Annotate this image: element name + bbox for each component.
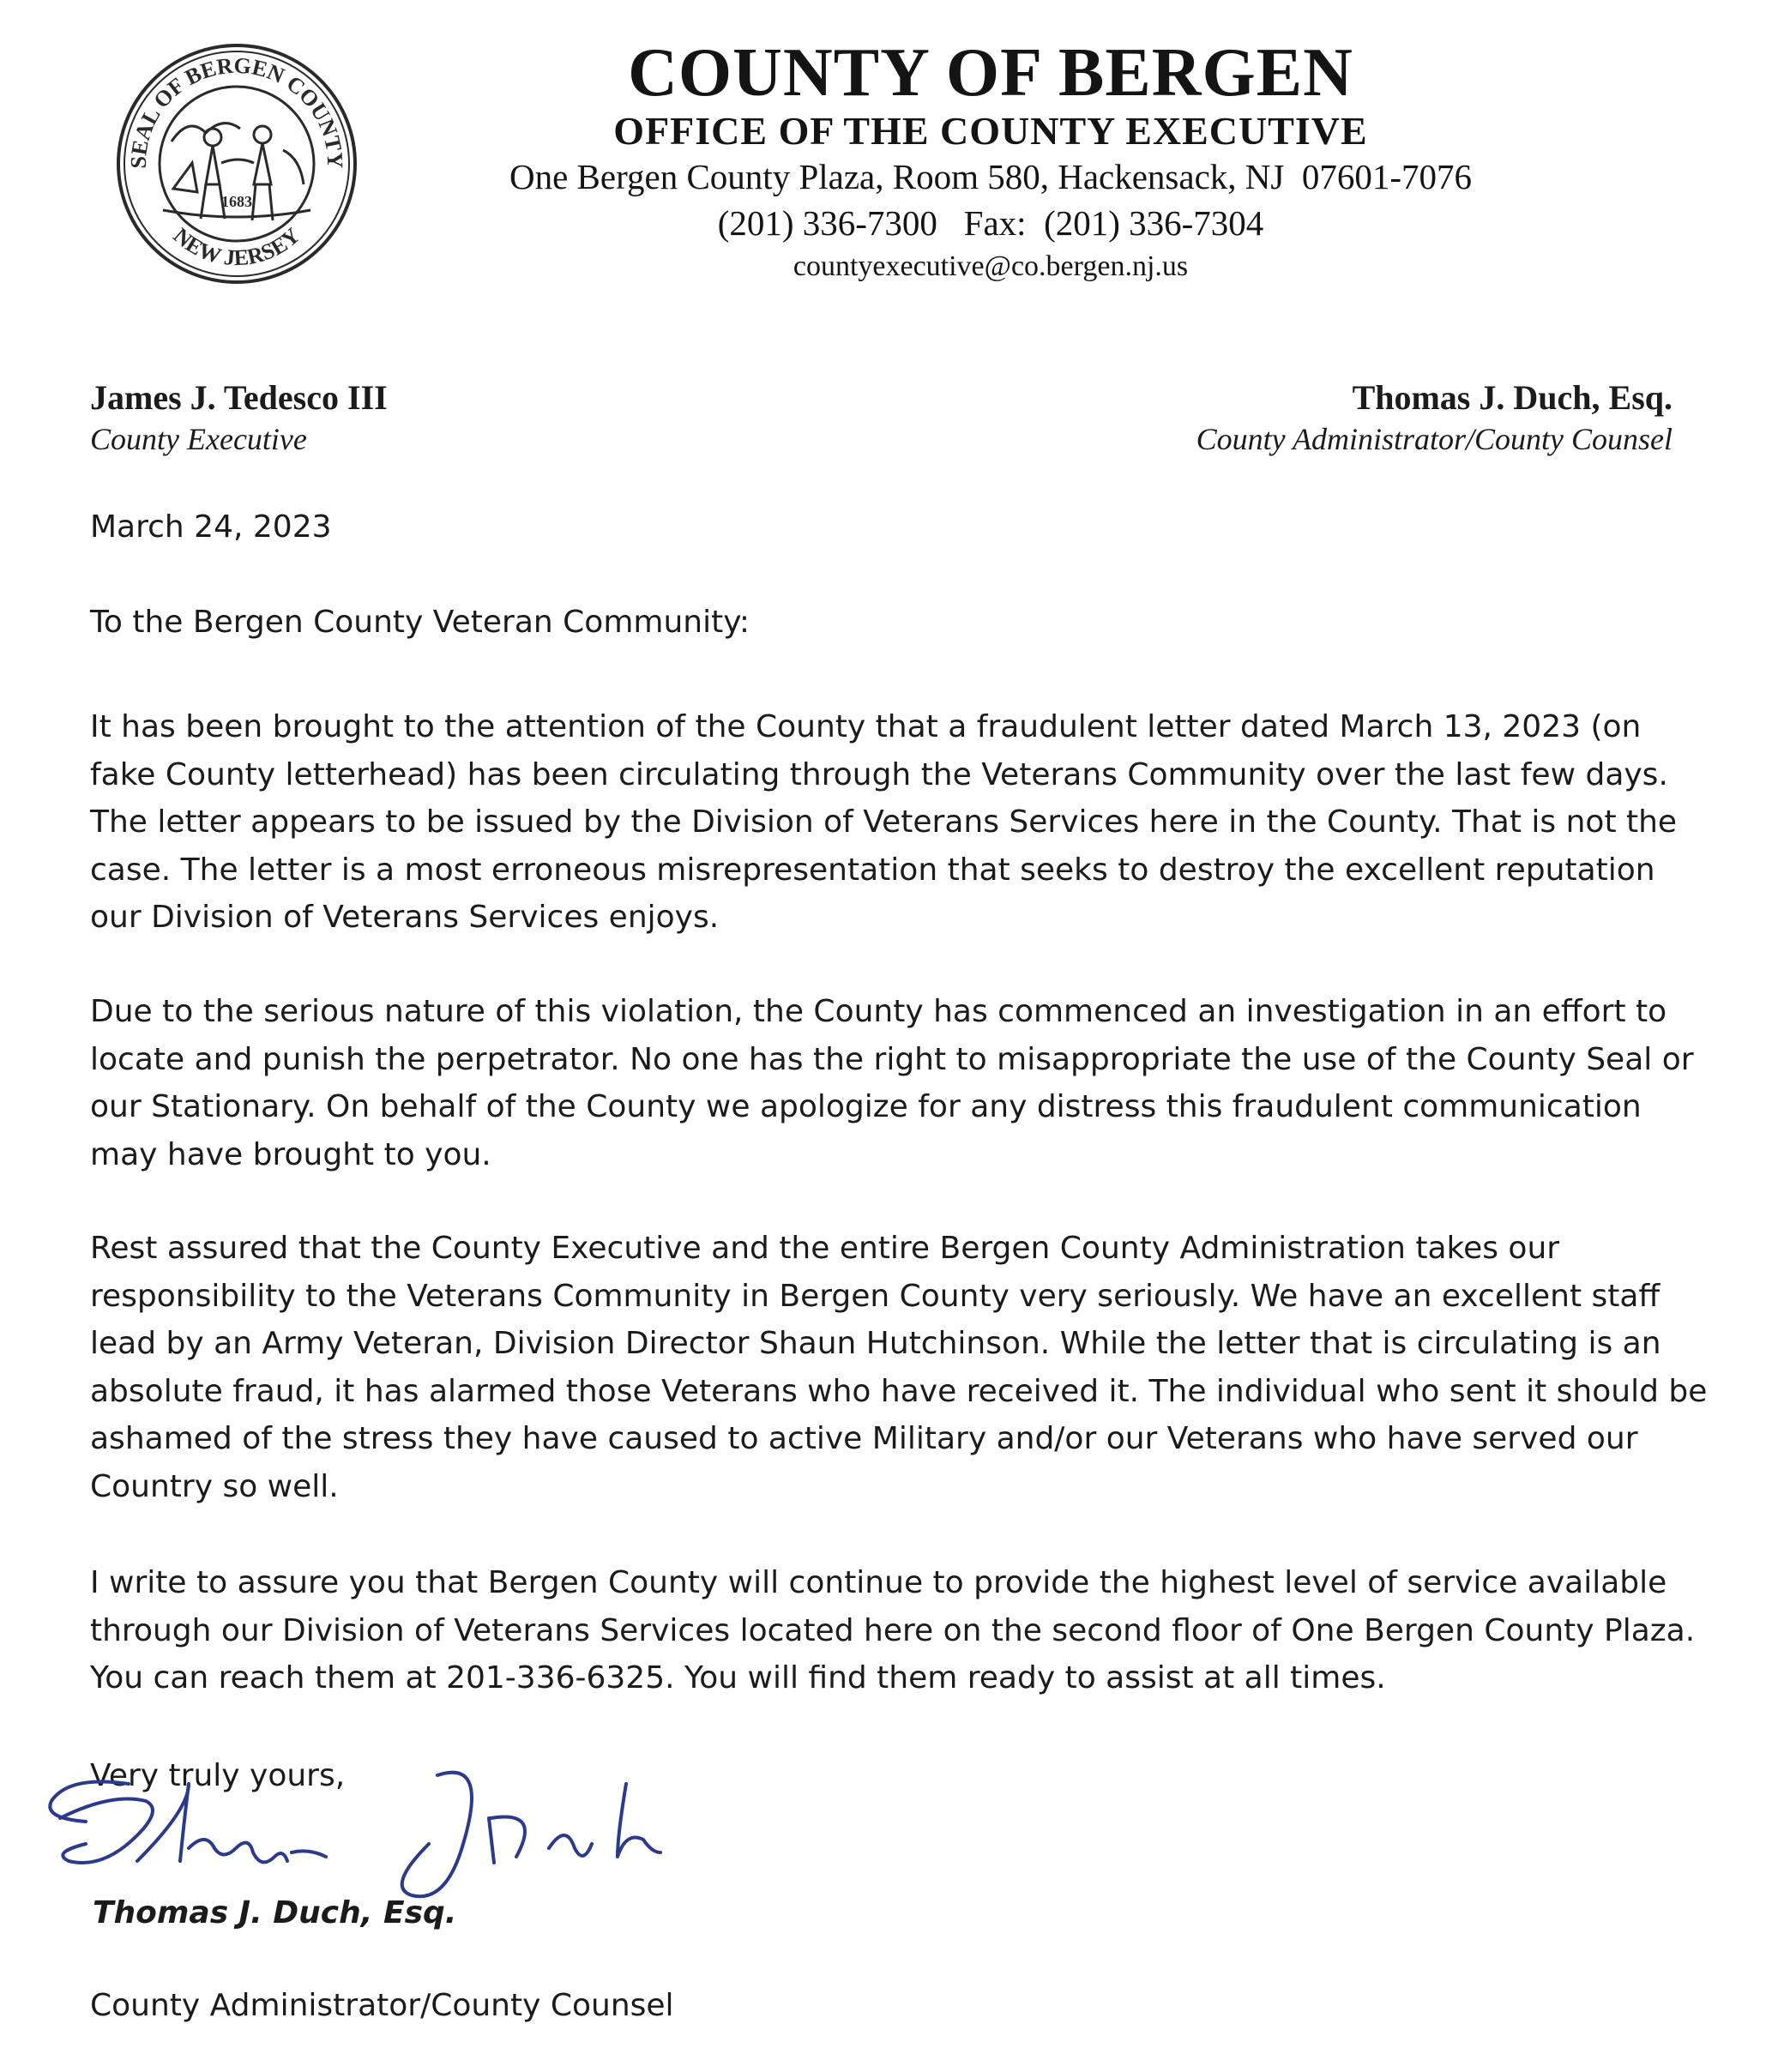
letter-date: March 24, 2023 — [90, 509, 332, 545]
seal-bottom-text: NEW JERSEY — [168, 222, 305, 271]
paragraph-line: ashamed of the stress they have caused to active Military and/or our Veterans who have served our — [90, 1421, 1638, 1456]
letterhead-phone-fax: (201) 336-7300 Fax: (201) 336-7304 — [717, 203, 1264, 243]
official-left — [90, 377, 388, 460]
paragraph-line: absolute fraud, it has alarmed those Veterans who have received it. The individual who sent it should be — [90, 1373, 1708, 1409]
letter-salutation: To the Bergen County Veteran Community: — [90, 605, 750, 640]
paragraph-line: I write to assure you that Bergen County will continue to provide the highest level of service available — [90, 1565, 1667, 1600]
official-left-title: County Executive — [90, 422, 307, 456]
paragraph-2 — [90, 988, 1694, 1178]
letter-closing: Very truly yours, — [90, 1758, 346, 1793]
signer-title: County Administrator/County Counsel — [90, 1988, 674, 2023]
official-right-name: Thomas J. Duch, Esq. — [1352, 378, 1672, 417]
paragraph-line: our Division of Veterans Services enjoys. — [90, 900, 720, 935]
seal-year: 1683 — [221, 193, 252, 210]
paragraph-line: Due to the serious nature of this violation, the County has commenced an investigation in an effort to — [90, 994, 1667, 1029]
paragraph-line: our Stationary. On behalf of the County we apologize for any distress this fraudulent communication — [90, 1089, 1642, 1124]
paragraph-3 — [90, 1225, 1707, 1510]
official-left-name: James J. Tedesco III — [90, 378, 388, 417]
official-right-title: County Administrator/County Counsel — [1196, 422, 1672, 456]
county-seal-icon — [112, 39, 362, 289]
paragraph-4 — [90, 1559, 1695, 1702]
paragraph-line: responsibility to the Veterans Community in Bergen County very seriously. We have an excellent staff — [90, 1278, 1660, 1314]
paragraph-line: Country so well. — [90, 1468, 339, 1504]
paragraph-line: fake County letterhead) has been circulating through the Veterans Community over the last few days. — [90, 756, 1668, 792]
paragraph-line: You can reach them at 201-336-6325. You will find them ready to assist at all times. — [90, 1660, 1386, 1696]
handwritten-signature-icon — [34, 1767, 686, 1912]
paragraph-line: locate and punish the perpetrator. No one has the right to misappropriate the use of the County Seal or — [90, 1041, 1694, 1077]
paragraph-line: Rest assured that the County Executive and the entire Bergen County Administration takes our — [90, 1231, 1560, 1266]
official-right — [1196, 377, 1672, 460]
paragraph-line: The letter appears to be issued by the Division of Veterans Services here in the County. That is not the — [90, 804, 1678, 840]
paragraph-1 — [90, 703, 1677, 942]
paragraph-line: through our Division of Veterans Services located here on the second floor of One Bergen County Plaza. — [90, 1612, 1696, 1648]
letterhead-address: One Bergen County Plaza, Room 580, Hackensack, NJ 07601-7076 — [509, 157, 1472, 196]
signer-name: Thomas J. Duch, Esq. — [93, 1895, 457, 1930]
letterhead-email: countyexecutive@co.bergen.nj.us — [793, 250, 1189, 282]
seal-top-text: SEAL OF BERGEN COUNTY — [125, 52, 348, 169]
paragraph-line: It has been brought to the attention of the County that a fraudulent letter dated March 13, 2023 (on — [90, 709, 1642, 744]
svg-text:NEW JERSEY — [169, 223, 305, 271]
letterhead-office: OFFICE OF THE COUNTY EXECUTIVE — [613, 109, 1368, 153]
letterhead-title: COUNTY OF BERGEN — [628, 35, 1353, 111]
paragraph-line: case. The letter is a most erroneous misrepresentation that seeks to destroy the excellent reputation — [90, 852, 1655, 888]
paragraph-line: may have brought to you. — [90, 1136, 491, 1172]
paragraph-line: lead by an Army Veteran, Division Director Shaun Hutchinson. While the letter that is circulating is an — [90, 1326, 1661, 1361]
